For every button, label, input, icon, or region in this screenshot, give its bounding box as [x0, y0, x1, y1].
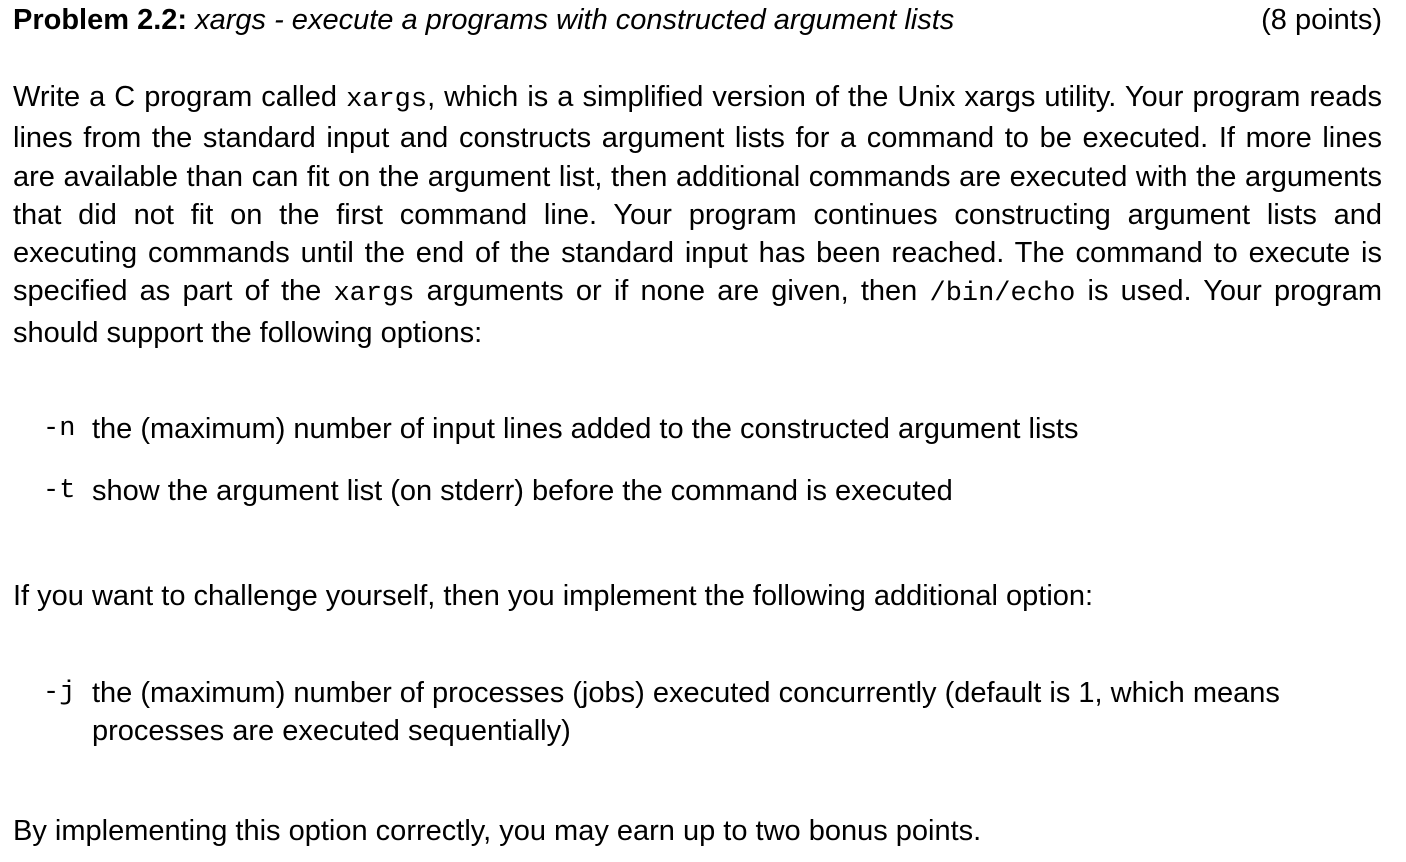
intro-text-2: , which is a simplified version of the Unix xargs utility. Your program reads lines from the standard input and constructs argument lists for a command to be executed. If more lines are available than can fit on the argument list, then additional commands are executed with the arguments that did not fit on the first command line. Your program continues constructing argument lists and executing commands until the end of the standard input has been reached. The command to execute is specified as part of the — [13, 81, 1383, 308]
bonus-paragraph: By implementing this option correctly, you may earn up to two bonus points. — [13, 815, 982, 847]
inline-code-xargs-2: xargs — [333, 279, 415, 310]
option-j — [43, 674, 1382, 751]
intro-text-1: Write a C program called — [13, 81, 347, 113]
option-n — [43, 410, 1382, 448]
intro-text-4: is used. Your program should support the following options: — [13, 275, 1382, 349]
problem-number: Problem 2.2: — [13, 4, 188, 36]
option-t — [43, 472, 1382, 510]
inline-code-bin-echo: /bin/echo — [929, 279, 1076, 310]
problem-points: (8 points) — [1261, 4, 1382, 36]
problem-title: xargs - execute a programs with constructed argument lists — [195, 4, 955, 36]
challenge-paragraph: If you want to challenge yourself, then you implement the following additional option: — [13, 580, 1094, 612]
option-flag: -t — [43, 476, 76, 506]
option-description: the (maximum) number of processes (jobs) executed concurrently (default is 1, which means processes are executed sequentially) — [92, 677, 1280, 748]
option-flag: -n — [43, 414, 76, 444]
problem-heading — [13, 1, 954, 39]
option-description: the (maximum) number of input lines added to the constructed argument lists — [92, 413, 1079, 445]
problem-header — [13, 1, 1382, 41]
intro-paragraph — [13, 78, 1382, 352]
option-flag: -j — [43, 678, 76, 708]
intro-text-3: arguments or if none are given, then — [414, 275, 930, 308]
inline-code-xargs: xargs — [346, 85, 428, 115]
option-description: show the argument list (on stderr) before the command is executed — [92, 475, 953, 507]
